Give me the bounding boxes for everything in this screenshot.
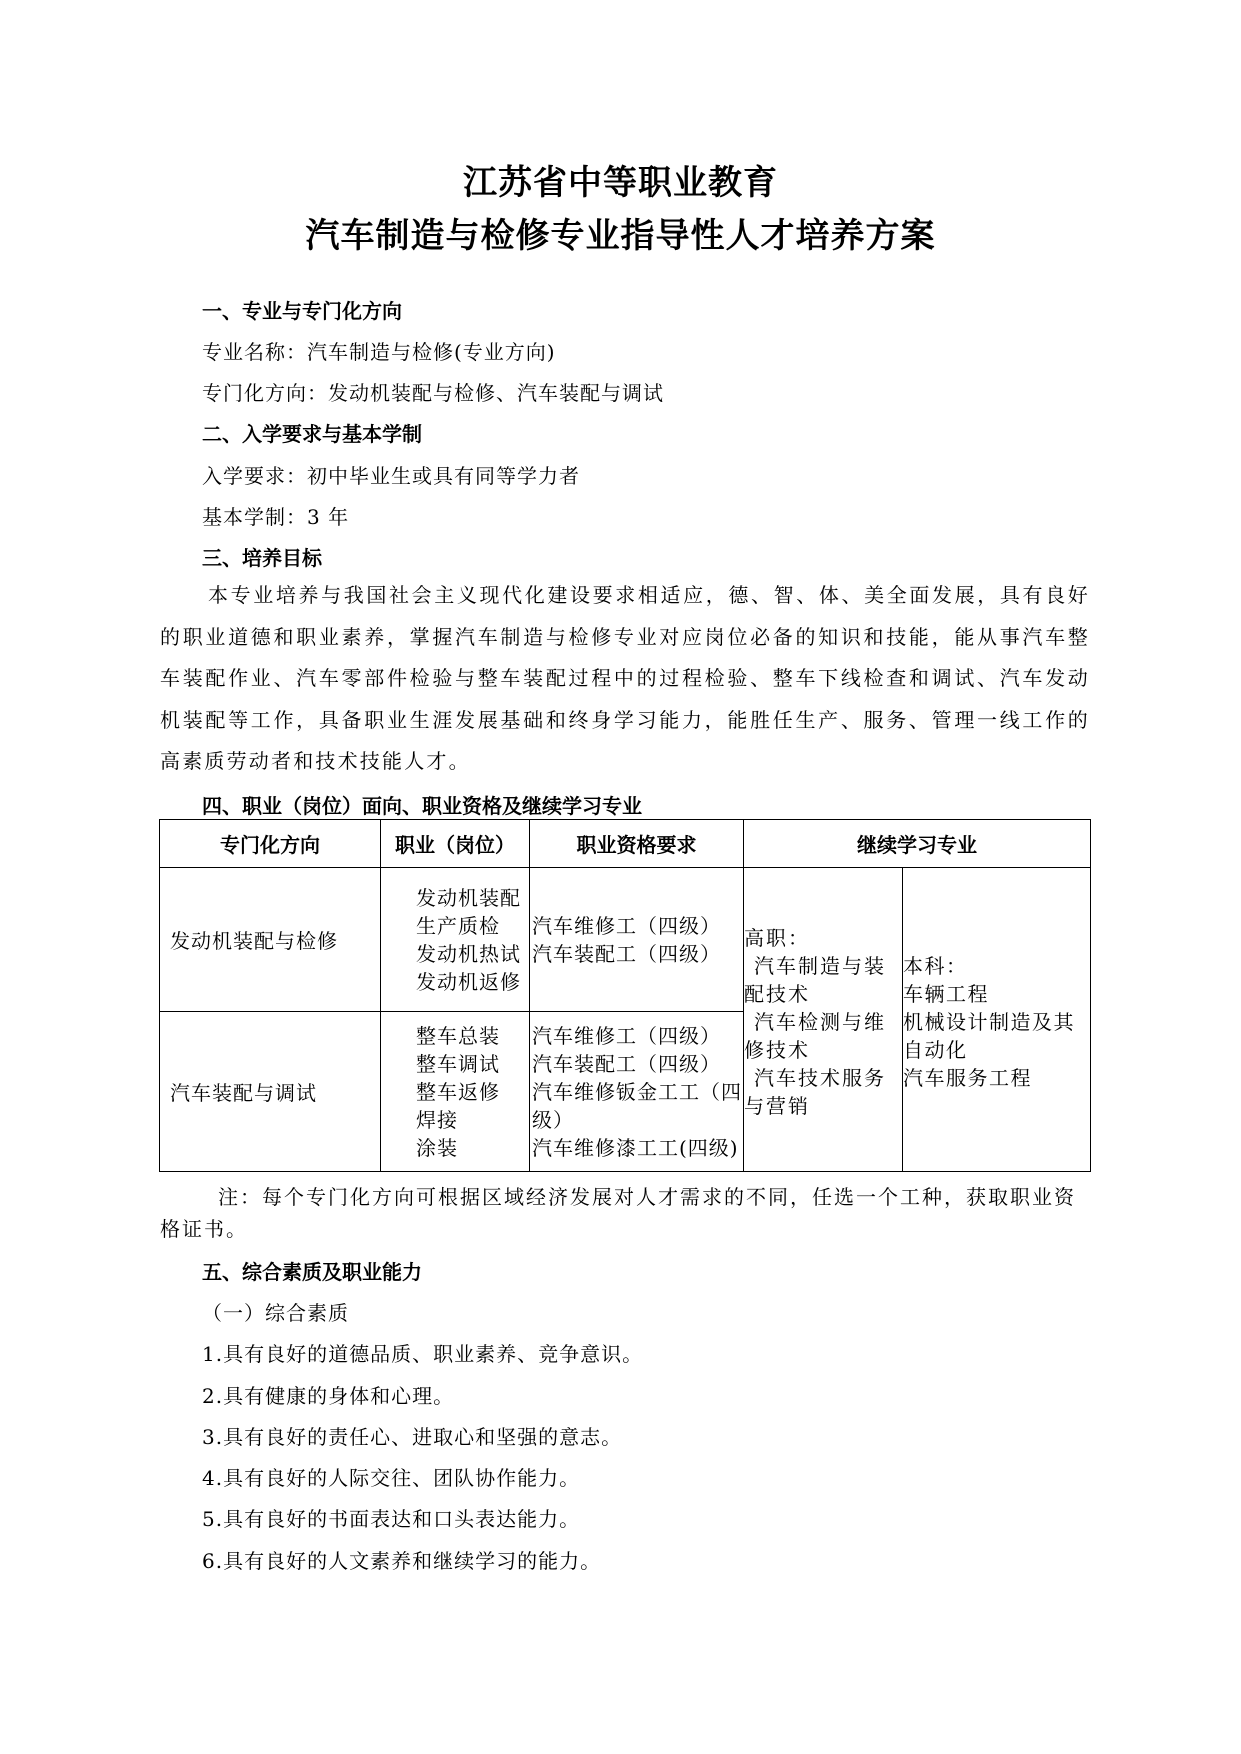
header-direction: 专门化方向 <box>160 820 381 868</box>
higher-vocational-item: 修技术 <box>744 1038 810 1062</box>
table-row <box>160 868 1091 1012</box>
higher-vocational-cell <box>744 868 903 1172</box>
higher-vocational-item: 汽车制造与装 <box>754 954 886 978</box>
major-name: 专业名称：汽车制造与检修(专业方向) <box>202 340 556 364</box>
header-qualification: 职业资格要求 <box>530 820 744 868</box>
section4-heading: 四、职业（岗位）面向、职业资格及继续学习专业 <box>202 794 642 818</box>
undergraduate-item: 车辆工程 <box>903 982 989 1006</box>
section2-heading: 二、入学要求与基本学制 <box>202 422 422 446</box>
higher-vocational-item: 汽车技术服务 <box>754 1066 886 1090</box>
undergraduate-cell <box>903 868 1091 1172</box>
position-item: 发动机装配 <box>416 885 521 910</box>
direction-cell: 汽车装配与调试 <box>160 1012 381 1172</box>
qualification-item: 汽车装配工（四级） <box>532 941 721 966</box>
admission-requirement: 入学要求：初中毕业生或具有同等学力者 <box>202 464 580 488</box>
document-title-line1: 江苏省中等职业教育 <box>463 163 778 203</box>
qualification-item: 级） <box>532 1107 574 1132</box>
qualification-item: 汽车装配工（四级） <box>532 1051 721 1076</box>
qualification-item: 汽车维修工（四级） <box>532 913 721 938</box>
positions-cell <box>381 868 530 1012</box>
higher-vocational-item: 与营销 <box>744 1094 810 1118</box>
position-item: 生产质检 <box>416 913 500 938</box>
qualifications-cell <box>530 1012 744 1172</box>
position-item: 涂装 <box>416 1135 458 1160</box>
undergraduate-item: 汽车服务工程 <box>903 1066 1032 1090</box>
qualification-item: 汽车维修漆工工(四级) <box>532 1135 739 1160</box>
quality-item: 3.具有良好的责任心、进取心和坚强的意志。 <box>202 1425 623 1449</box>
quality-item: 2.具有健康的身体和心理。 <box>202 1384 455 1408</box>
quality-item: 6.具有良好的人文素养和继续学习的能力。 <box>202 1549 602 1573</box>
position-item: 整车返修 <box>416 1079 500 1104</box>
undergraduate-item: 机械设计制造及其 <box>903 1010 1075 1034</box>
quality-item: 4.具有良好的人际交往、团队协作能力。 <box>202 1466 581 1490</box>
header-continuing-study: 继续学习专业 <box>744 820 1091 868</box>
position-item: 整车调试 <box>416 1051 500 1076</box>
position-item: 发动机热试 <box>416 941 521 966</box>
position-item: 焊接 <box>416 1107 458 1132</box>
higher-vocational-item: 配技术 <box>744 982 810 1006</box>
section5-heading: 五、综合素质及职业能力 <box>202 1260 422 1284</box>
section3-heading: 三、培养目标 <box>202 546 322 570</box>
positions-cell <box>381 1012 530 1172</box>
section1-heading: 一、专业与专门化方向 <box>202 299 402 323</box>
career-table <box>159 819 1091 1172</box>
quality-item: 5.具有良好的书面表达和口头表达能力。 <box>202 1507 581 1531</box>
direction-cell: 发动机装配与检修 <box>160 868 381 1012</box>
quality-item: 1.具有良好的道德品质、职业素养、竞争意识。 <box>202 1342 644 1366</box>
higher-vocational-label: 高职： <box>744 926 810 950</box>
table-header-row <box>160 820 1091 868</box>
training-objective-paragraph: 本专业培养与我国社会主义现代化建设要求相适应，德、智、体、美全面发展，具有良好的职业道德和职业素养，掌握汽车制造与检修专业对应岗位必备的知识和技能，能从事汽车整车装配作业、汽车零部件检验与整车装配过程中的过程检验、整车下线检查和调试、汽车发动机装配等工作，具备职业生涯发展基础和终身学习能力，能胜任生产、服务、管理一线工作的高素质劳动者和技术技能人才。 <box>160 583 1090 773</box>
sub-heading-comprehensive-quality: （一）综合素质 <box>202 1301 349 1325</box>
higher-vocational-item: 汽车检测与维 <box>754 1010 886 1034</box>
undergraduate-label: 本科： <box>903 954 968 978</box>
qualification-item: 汽车维修钣金工工（四 <box>532 1079 742 1104</box>
basic-duration: 基本学制：3 年 <box>202 505 350 529</box>
qualification-item: 汽车维修工（四级） <box>532 1023 721 1048</box>
position-item: 发动机返修 <box>416 969 521 994</box>
document-title-line2: 汽车制造与检修专业指导性人才培养方案 <box>305 216 936 256</box>
header-position: 职业（岗位） <box>381 820 530 868</box>
specialization-directions: 专门化方向：发动机装配与检修、汽车装配与调试 <box>202 381 664 405</box>
undergraduate-item: 自动化 <box>903 1038 968 1062</box>
qualifications-cell <box>530 868 744 1012</box>
table-note: 注：每个专门化方向可根据区域经济发展对人才需求的不同，任选一个工种，获取职业资格证书。 <box>160 1185 1076 1241</box>
position-item: 整车总装 <box>416 1023 500 1048</box>
